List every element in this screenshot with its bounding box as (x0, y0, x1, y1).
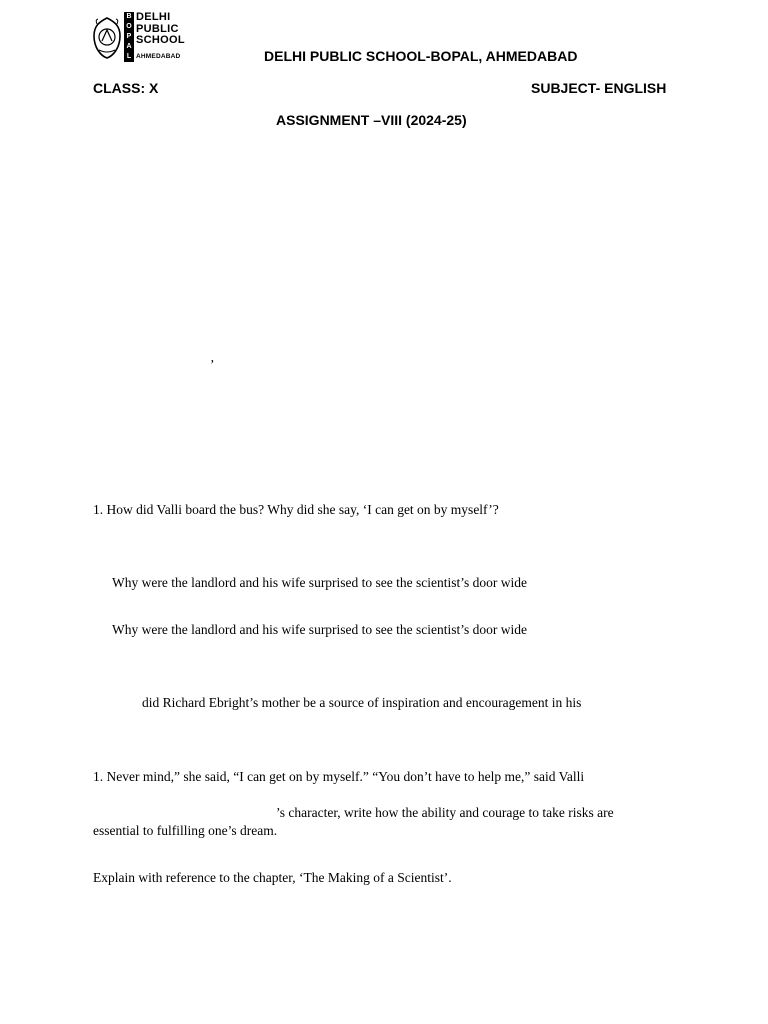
logo-wordmark (136, 12, 185, 47)
logo-vertical-letter: A (126, 43, 132, 50)
logo-line-public: PUBLIC (136, 22, 179, 35)
question-2a: Why were the landlord and his wife surprised to see the scientist’s door wide (112, 575, 528, 590)
question-4: 1. Never mind,” she said, “I can get on by myself.” “You don’t have to help me,” said Valli (93, 769, 585, 784)
question-1: 1. How did Valli board the bus? Why did she say, ‘I can get on by myself’? (93, 502, 499, 517)
logo-vertical-bar (124, 12, 134, 62)
logo-vertical-letter: B (126, 13, 132, 20)
logo-line-delhi: DELHI (136, 11, 171, 23)
question-6: Explain with reference to the chapter, ‘The Making of a Scientist’. (93, 870, 452, 885)
school-emblem-icon (91, 16, 123, 60)
school-logo (91, 11, 185, 64)
subject-label: SUBJECT- ENGLISH (531, 80, 667, 96)
logo-vertical-letter: P (126, 33, 132, 40)
logo-vertical-letter: O (126, 23, 132, 30)
logo-city: AHMEDABAD (136, 53, 181, 60)
assignment-title: ASSIGNMENT –VIII (2024-25) (276, 112, 467, 128)
logo-vertical-letter: L (126, 53, 132, 60)
stray-mark: ’ (210, 357, 215, 372)
question-5-line-1: ’s character, write how the ability and courage to take risks are (276, 805, 614, 820)
question-2b: Why were the landlord and his wife surprised to see the scientist’s door wide (112, 622, 528, 637)
question-3: did Richard Ebright’s mother be a source of inspiration and encouragement in his (142, 695, 582, 710)
school-title: DELHI PUBLIC SCHOOL-BOPAL, AHMEDABAD (264, 48, 578, 64)
class-label: CLASS: X (93, 80, 159, 96)
logo-line-school: SCHOOL (136, 34, 185, 46)
question-5-line-2: essential to fulfilling one’s dream. (93, 823, 278, 838)
